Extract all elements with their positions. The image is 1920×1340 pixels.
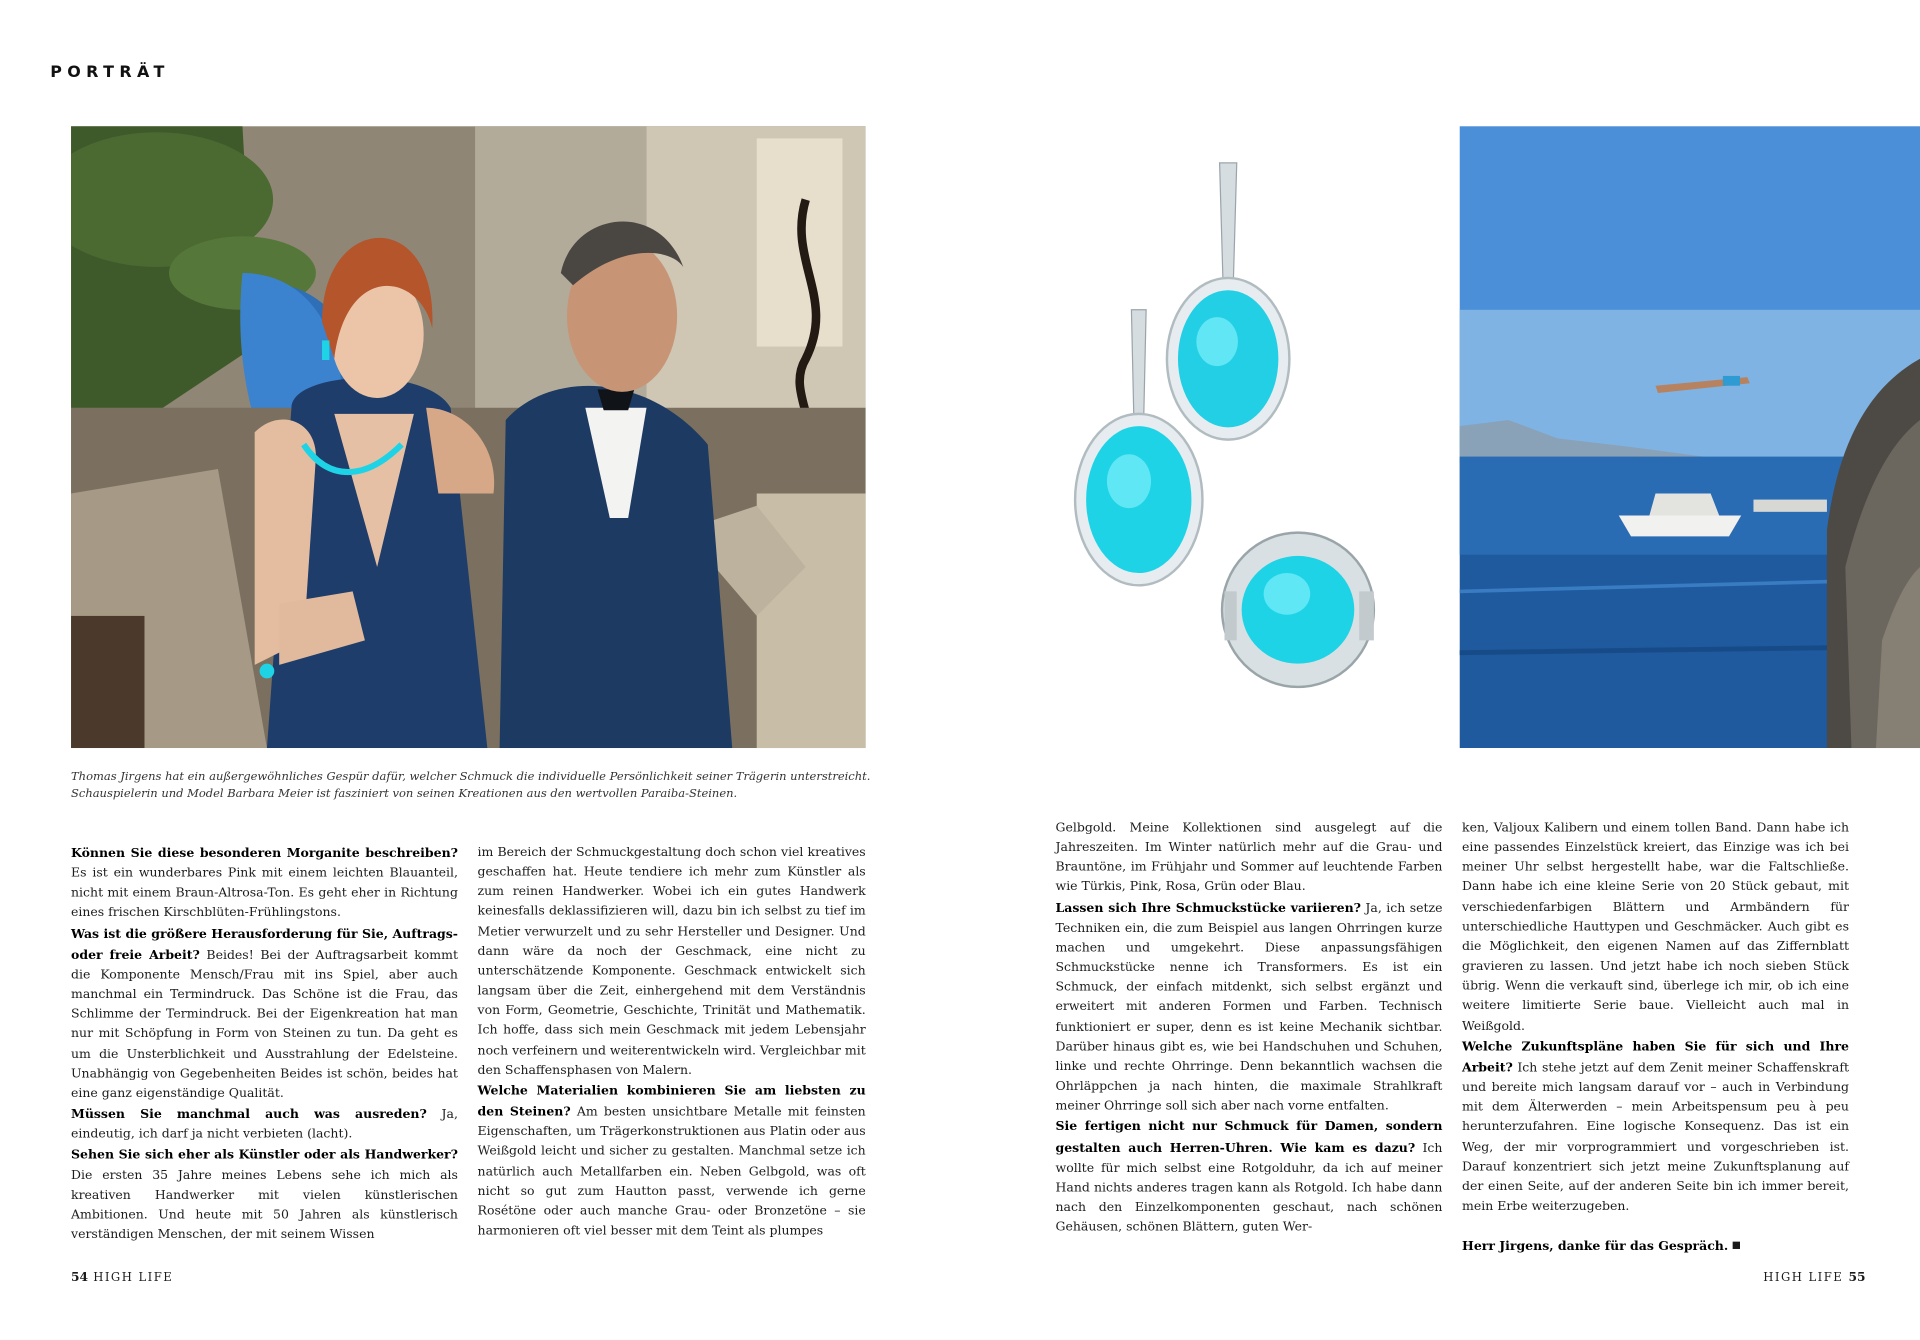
magazine-title-left: HIGH LIFE bbox=[93, 1271, 174, 1285]
answer: Ich stehe jetzt auf dem Zenit meiner Schaffenskraft und bereite mich langsam darauf vor – auch in Verbindung mit dem Älterwerden – mein Arbeitspensum peu à peu herunterzufahren. Eine logische Konsequenz. Das ist ein Weg, der mir vorprogrammiert und vorgeschrieben ist. Darauf konzentriert sich jetzt meine Zukunftsplanung auf der einen Seite, auf der anderen Seite bin ich immer bereit, mein Erbe weiterzugeben. bbox=[1462, 1061, 1849, 1214]
answer: Ja, ich setze Techniken ein, die zum Beispiel aus langen Ohrringen kurze machen und umgekehrt. Diese anpassungsfähigen Schmuckstücke nenne ich Transformers. Es ist ein Schmuck, der einfach mitdenkt, sich selbst ergänzt und erweitert mit anderen Formen und Farben. Technisch funktioniert er super, denn es ist keine Mechanik sichtbar. Darüber hinaus gibt es, wie bei Handschuhen und Schuhen, linke und rechte Ohrringe. Denn bekanntlich wachsen die Ohrläppchen ja nach hinten, die maximale Strahlkraft meiner Ohrringe soll sich aber nach vorne entfalten. bbox=[1055, 901, 1443, 1114]
answer: Beides! Bei der Auftragsarbeit kommt die Komponente Mensch/Frau mit ins Spiel, aber auch manchmal ein Termindruck. Das Schöne ist die Frau, das Schlimme der Termindruck. Bei der Eigenkreation hat man nur mit Schöpfung in Form von Steinen zu tun. Da geht es um die Unsterblichkeit und Ausstrahlung der Edelsteine. Unabhängig von Gegebenheiten Beides ist schön, beides hat eine ganz eigenständige Qualität. bbox=[71, 948, 458, 1101]
text-column-2 bbox=[478, 844, 866, 1242]
page-number-left: 54 bbox=[71, 1271, 89, 1285]
question: Lassen sich Ihre Schmuckstücke variieren? bbox=[1055, 900, 1361, 916]
paragraph bbox=[1462, 1237, 1849, 1258]
caption-line-1: Thomas Jirgens hat ein außergewöhnliches Gespür dafür, welcher Schmuck die individuelle Persönlichkeit seiner Trägerin unterstreicht. bbox=[71, 770, 871, 784]
question: Was ist die größere Herausforderung für Sie, Auftrags- oder freie Arbeit? bbox=[71, 926, 458, 963]
spacer bbox=[1462, 1217, 1849, 1237]
paragraph bbox=[71, 924, 458, 1104]
answer: Am besten unsichtbare Metalle mit feinsten Eigenschaften, um Trägerkonstruktionen aus Platin oder aus Weißgold leicht und sicher zu gestalten. Manchmal setze ich natürlich auch Metallfarben ein. Neben Gelbgold, was oft nicht so gut zum Hautton passt, verwende ich gerne Rosétöne oder auch manche Grau- oder Bronzetöne – sie harmonieren oft viel besser mit dem Teint als plumpes bbox=[477, 1105, 866, 1238]
paragraph: Gelbgold. Meine Kollektionen sind ausgelegt auf die Jahreszeiten. Im Winter natürlich mehr auf die Grau- und Brauntöne, im Frühjahr und Sommer auf leuchtende Farben wie Türkis, Pink, Rosa, Grün oder Blau. bbox=[1055, 821, 1443, 895]
question: Sehen Sie sich eher als Künstler oder als Handwerker? bbox=[71, 1147, 458, 1163]
question: Sie fertigen nicht nur Schmuck für Damen, sondern gestalten auch Herren-Uhren. Wie kam es dazu? bbox=[1055, 1119, 1443, 1156]
answer: Es ist ein wunderbares Pink mit einem leichten Blauanteil, nicht mit einem Braun-Altrosa-Ton. Es geht eher in Richtung eines frischen Kirschblüten-Frühlingstons. bbox=[71, 867, 458, 921]
closing-line: Herr Jirgens, danke für das Gespräch. bbox=[1462, 1239, 1729, 1255]
section-heading: PORTRÄT bbox=[50, 63, 170, 83]
question: Welche Zukunftspläne haben Sie für sich und Ihre Arbeit? bbox=[1462, 1039, 1849, 1075]
folio-right bbox=[1763, 1271, 1865, 1284]
question: Können Sie diese besonderen Morganite beschreiben? bbox=[71, 846, 458, 861]
question: Welche Materialien kombinieren Sie am liebsten zu den Steinen? bbox=[477, 1083, 866, 1120]
photo-caption bbox=[71, 769, 879, 803]
paragraph: im Bereich der Schmuckgestaltung doch schon viel kreatives geschaffen hat. Heute tendiere ich mehr zum Künstler als zum reinen Handwerker. Wobei ich ein gutes Handwerk keinesfalls deklassifizieren will, dazu bin ich selbst zu tief im Metier verwurzelt und zu sehr Hersteller und Designer. Und dann wäre da noch der Geschmack, eine nicht zu unterschätzende Komponente. Geschmack entwickelt sich langsam über die Zeit, einhergehend mit dem Verständnis von Form, Geometrie, Geschichte, Trinität und Mathematik. Ich hoffe, dass sich mein Geschmack mit jedem Lebensjahr noch verfeinern und weiterentwickeln wird. Vergleichbar mit den Schaffensphasen von Malern. bbox=[477, 846, 866, 1078]
answer: Die ersten 35 Jahre meines Lebens sehe ich mich als kreativen Handwerker mit vielen künstlerischen Ambitionen. Und heute mit 50 Jahren als künstlerisch verständigen Menschen, der mit seinem Wissen bbox=[71, 1168, 458, 1242]
question: Müssen Sie manchmal auch was ausreden? bbox=[71, 1106, 427, 1122]
paragraph bbox=[71, 1105, 458, 1146]
text-column-1 bbox=[71, 844, 458, 1246]
paragraph bbox=[1056, 898, 1443, 1117]
paragraph bbox=[478, 1081, 866, 1242]
answer: Ja, eindeutig, ich darf ja nicht verbieten (lacht). bbox=[71, 1108, 458, 1142]
paragraph bbox=[1462, 1037, 1849, 1217]
paragraph bbox=[1056, 1117, 1443, 1238]
text-column-4 bbox=[1462, 819, 1849, 1258]
portrait-photo bbox=[71, 126, 866, 748]
cliff-dive-photo bbox=[1460, 126, 1920, 748]
paragraph: ken, Valjoux Kalibern und einem tollen Band. Dann habe ich eine passendes Einzelstück kreiert, das Einzige was ich bei meiner Uhr selbst hergestellt habe, war die Faltschließe. Dann habe ich eine kleine Serie von 20 Stück gebaut, mit verschiedenfarbigen Blättern und Armbändern für unterschiedliche Hauttypen und Geschmäcker. Auch gibt es die Möglichkeit, den eigenen Namen auf das Ziffernblatt gravieren zu lassen. Und jetzt habe ich noch sieben Stück übrig. Wenn die verkauft sind, überlege ich mir, ob ich eine weitere limitierte Serie baue. Vielleicht auch mal in Weißgold. bbox=[1462, 821, 1849, 1033]
end-mark-icon bbox=[1733, 1242, 1740, 1249]
magazine-title-right: HIGH LIFE bbox=[1763, 1271, 1844, 1285]
paragraph bbox=[71, 1145, 458, 1245]
folio-left bbox=[71, 1271, 173, 1284]
jewelry-photo bbox=[1065, 126, 1438, 748]
caption-line-2: Schauspielerin und Model Barbara Meier ist fasziniert von seinen Kreationen aus den wertvollen Paraiba-Steinen. bbox=[71, 787, 738, 801]
paragraph bbox=[71, 844, 458, 924]
text-column-3 bbox=[1056, 819, 1443, 1238]
answer: Ich wollte für mich selbst eine Rotgolduhr, da ich auf meiner Hand nichts anderes tragen kann als Rotgold. Ich habe dann nach den Einzelkomponenten geschaut, nach schönen Gehäusen, schönen Blättern, guten Wer- bbox=[1055, 1141, 1443, 1235]
page-number-right: 55 bbox=[1848, 1271, 1866, 1285]
